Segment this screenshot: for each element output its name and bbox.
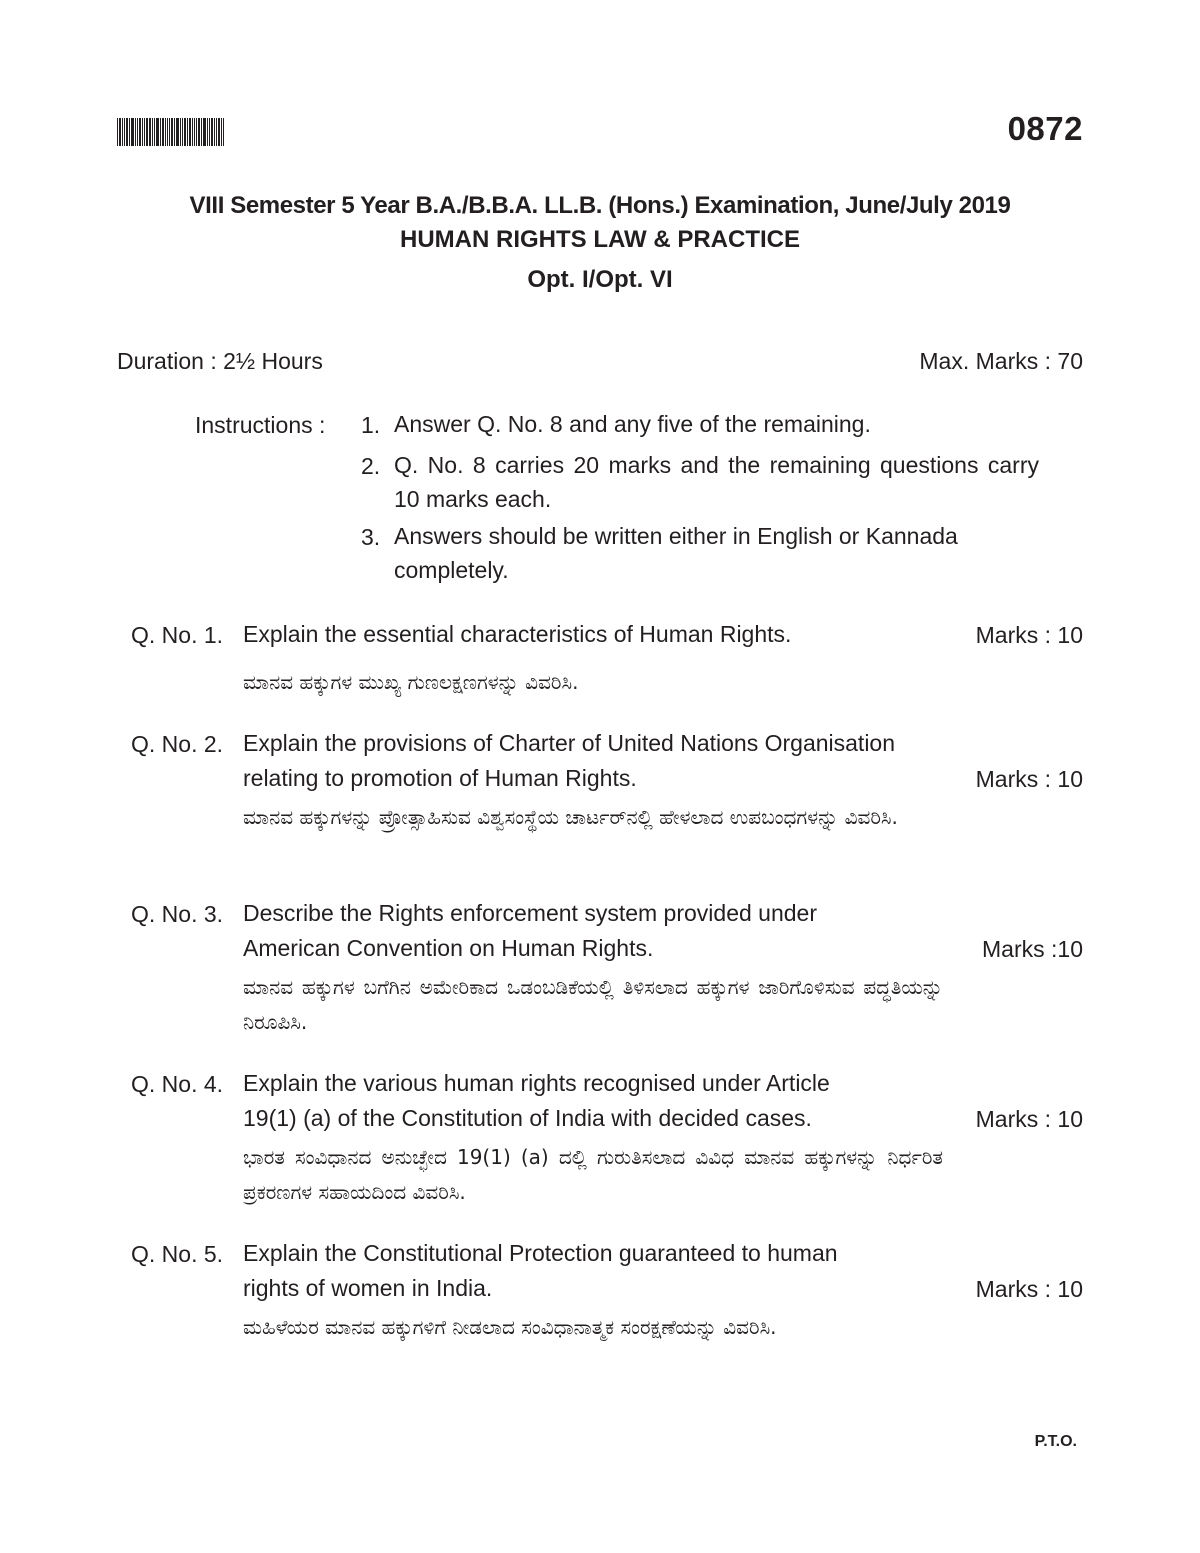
barcode-bar	[214, 118, 215, 146]
question-text-line2: 19(1) (a) of the Constitution of India with decided cases.	[243, 1105, 812, 1131]
barcode-bar	[192, 118, 193, 146]
instruction-text: Q. No. 8 carries 20 marks and the remaining questions carry 10 marks each.	[394, 452, 1039, 512]
barcode-bar	[129, 118, 130, 146]
barcode-bar	[146, 118, 148, 146]
barcode	[117, 118, 253, 146]
barcode-bar	[119, 118, 121, 146]
question-marks: Marks :10	[982, 936, 1083, 962]
barcode-bar	[122, 118, 123, 146]
barcode-bar	[126, 118, 128, 146]
barcode-bar	[149, 118, 151, 146]
barcode-bar	[162, 118, 164, 146]
barcode-bar	[139, 118, 141, 146]
instructions-label: Instructions :	[195, 412, 326, 438]
question-text-line2: rights of women in India.	[243, 1275, 493, 1301]
barcode-bar	[165, 118, 166, 146]
barcode-bar	[142, 118, 143, 146]
instruction-text: Answers should be written either in English or Kannada completely.	[394, 523, 958, 583]
question-text-line2: American Convention on Human Rights.	[243, 935, 654, 961]
pto-label: P.T.O.	[1034, 1433, 1077, 1450]
instruction-number: 2.	[361, 453, 381, 479]
question-text-line1: Explain the Constitutional Protection guaranteed to human	[243, 1240, 838, 1266]
paper-code: 0872	[1007, 110, 1083, 147]
barcode-bar	[187, 118, 188, 146]
barcode-bar	[196, 118, 197, 146]
question-marks: Marks : 10	[975, 1106, 1083, 1132]
barcode-bar	[189, 118, 191, 146]
barcode-bar	[218, 118, 220, 146]
max-marks: Max. Marks : 70	[919, 348, 1083, 374]
instruction-number: 3.	[361, 524, 381, 550]
barcode-bar	[221, 118, 222, 146]
barcode-bar	[198, 118, 200, 146]
question-kannada: ಮಾನವ ಹಕ್ಕುಗಳನ್ನು ಪ್ರೋತ್ಸಾಹಿಸುವ ವಿಶ್ವಸಂಸ್ಥೆಯ ಚಾರ್ಟರ್‌ನಲ್ಲಿ ಹೇಳಲಾದ ಉಪಬಂಧಗಳನ್ನು ವಿವರಿಸಿ.	[243, 805, 898, 829]
question-number: Q. No. 4.	[131, 1071, 224, 1097]
question-kannada: ಮಹಿಳೆಯರ ಮಾನವ ಹಕ್ಕುಗಳಿಗೆ ನೀಡಲಾದ ಸಂವಿಧಾನಾತ್ಮಕ ಸಂರಕ್ಷಣೆಯನ್ನು ವಿವರಿಸಿ.	[243, 1315, 777, 1339]
question-text-line2: relating to promotion of Human Rights.	[243, 765, 637, 791]
barcode-bar	[124, 118, 125, 146]
barcode-bar	[167, 118, 168, 146]
question-text-line1: Describe the Rights enforcement system provided under	[243, 900, 818, 926]
barcode-bar	[135, 118, 136, 146]
barcode-bar	[209, 118, 210, 146]
barcode-bar	[184, 118, 186, 146]
instruction-number: 1.	[361, 412, 381, 438]
question-text: Explain the essential characteristics of Human Rights.	[243, 621, 792, 647]
barcode-bar	[144, 118, 145, 146]
question-kannada: ಮಾನವ ಹಕ್ಕುಗಳ ಮುಖ್ಯ ಗುಣಲಕ್ಷಣಗಳನ್ನು ವಿವರಿಸಿ.	[243, 670, 579, 694]
barcode-bar	[207, 118, 208, 146]
question-marks: Marks : 10	[975, 622, 1083, 648]
barcode-bar	[216, 118, 217, 146]
barcode-bar	[211, 118, 213, 146]
exam-title: VIII Semester 5 Year B.A./B.B.A. LL.B. (Hons.) Examination, June/July 2019	[189, 192, 1011, 219]
barcode-bar	[180, 118, 181, 146]
barcode-bar	[160, 118, 161, 146]
barcode-bar	[201, 118, 202, 146]
barcode-bar	[194, 118, 195, 146]
barcode-bar	[223, 118, 224, 146]
question-number: Q. No. 2.	[131, 731, 224, 757]
barcode-bar	[182, 118, 183, 146]
barcode-bar	[203, 118, 206, 146]
question-text-line1: Explain the provisions of Charter of United Nations Organisation	[243, 730, 896, 756]
question-kannada: ಭಾರತ ಸಂವಿಧಾನದ ಅನುಚ್ಛೇದ 19(1) (a) ದಲ್ಲಿ ಗುರುತಿಸಲಾದ ವಿವಿಧ ಮಾನವ ಹಕ್ಕುಗಳನ್ನು ನಿರ್ಧರಿತ ಪ್ರಕರಣಗಳ ಸಹಾಯದಿಂದ ವಿವರಿಸಿ.	[243, 1145, 943, 1204]
barcode-bar	[154, 118, 155, 146]
barcode-bar	[152, 118, 153, 146]
barcode-bar	[169, 118, 170, 146]
question-number: Q. No. 5.	[131, 1241, 224, 1267]
question-marks: Marks : 10	[975, 766, 1083, 792]
question-text-line1: Explain the various human rights recognised under Article	[243, 1070, 830, 1096]
barcode-bar	[156, 118, 159, 146]
question-number: Q. No. 3.	[131, 901, 224, 927]
question-number: Q. No. 1.	[131, 622, 224, 648]
barcode-bar	[117, 118, 118, 146]
barcode-bar	[171, 118, 173, 146]
option-title: Opt. I/Opt. VI	[527, 266, 673, 293]
duration: Duration : 2½ Hours	[117, 348, 323, 374]
subject-title: HUMAN RIGHTS LAW & PRACTICE	[400, 226, 800, 253]
instruction-text: Answer Q. No. 8 and any five of the remaining.	[394, 411, 871, 437]
barcode-bar	[137, 118, 138, 146]
barcode-bar	[131, 118, 134, 146]
barcode-bar	[176, 118, 179, 146]
question-kannada: ಮಾನವ ಹಕ್ಕುಗಳ ಬಗೆಗಿನ ಅಮೇರಿಕಾದ ಒಡಂಬಡಿಕೆಯಲ್ಲಿ ತಿಳಿಸಲಾದ ಹಕ್ಕುಗಳ ಜಾರಿಗೊಳಿಸುವ ಪದ್ಧತಿಯನ್ನು ನಿರೂಪಿಸಿ.	[243, 975, 943, 1034]
barcode-bar	[174, 118, 175, 146]
question-marks: Marks : 10	[975, 1276, 1083, 1302]
